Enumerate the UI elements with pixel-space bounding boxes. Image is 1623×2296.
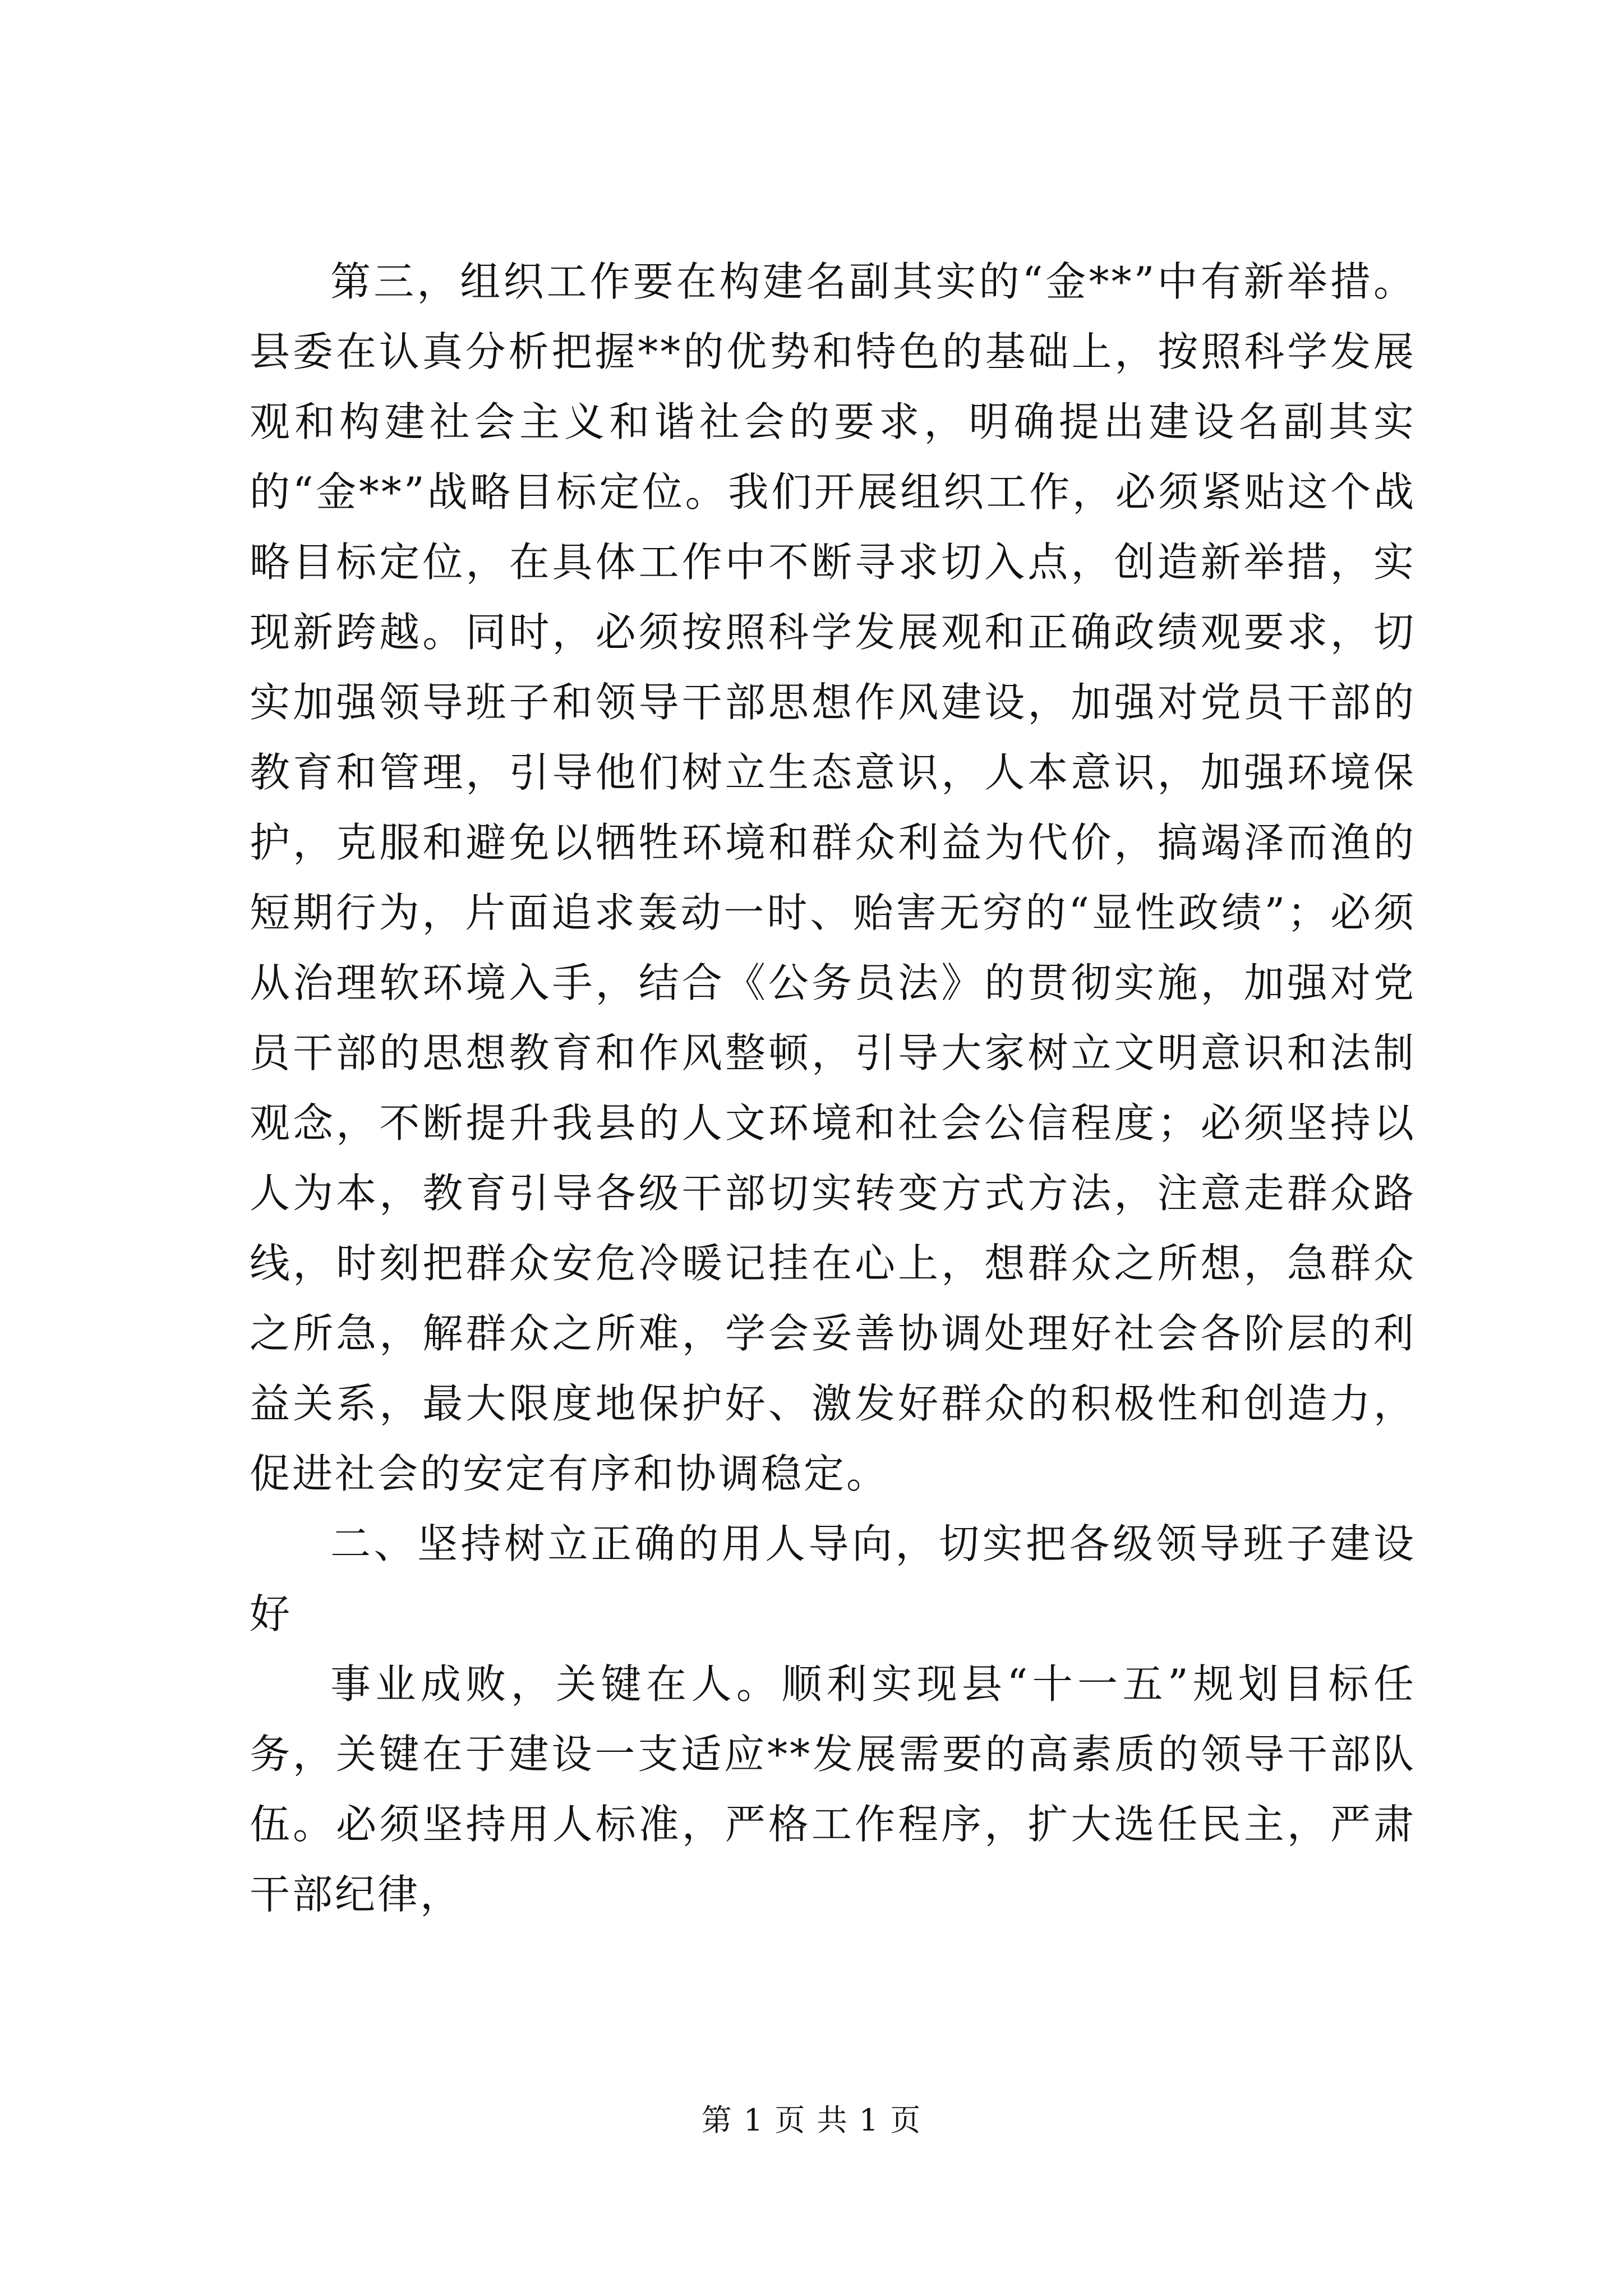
section-heading: 二、坚持树立正确的用人导向，切实把各级领导班子建设好 — [250, 1520, 1416, 1637]
page-footer: 第 1 页 共 1 页 — [701, 2102, 922, 2138]
document-body — [250, 247, 1416, 1930]
paragraph-leadership: 事业成败，关键在人。顺利实现县“十一五”规划目标任务，关键在于建设一支适应**发展需要的高素质的领导干部队伍。必须坚持用人标准，严格工作程序，扩大选任民主，严肃干部纪律， — [250, 1660, 1416, 1918]
paragraph-organization-work: 第三，组织工作要在构建名副其实的“金**”中有新举措。县委在认真分析把握**的优势和特色的基础上，按照科学发展观和构建社会主义和谐社会的要求，明确提出建设名副其实的“金**”战略目标定位。我们开展组织工作，必须紧贴这个战略目标定位，在具体工作中不断寻求切入点，创造新举措，实现新跨越。同时，必须按照科学发展观和正确政绩观要求，切实加强领导班子和领导干部思想作风建设，加强对党员干部的教育和管理，引导他们树立生态意识，人本意识，加强环境保护，克服和避免以牺牲环境和群众利益为代价，搞竭泽而渔的短期行为，片面追求轰动一时、贻害无穷的“显性政绩”；必须从治理软环境入手，结合《公务员法》的贯彻实施，加强对党员干部的思想教育和作风整顿，引导大家树立文明意识和法制观念，不断提升我县的人文环境和社会公信程度；必须坚持以人为本，教育引导各级干部切实转变方式方法，注意走群众路线，时刻把群众安危冷暖记挂在心上，想群众之所想，急群众之所急，解群众之所难，学会妥善协调处理好社会各阶层的利益关系，最大限度地保护好、激发好群众的积极性和创造力，促进社会的安定有序和协调稳定。 — [250, 258, 1416, 1497]
